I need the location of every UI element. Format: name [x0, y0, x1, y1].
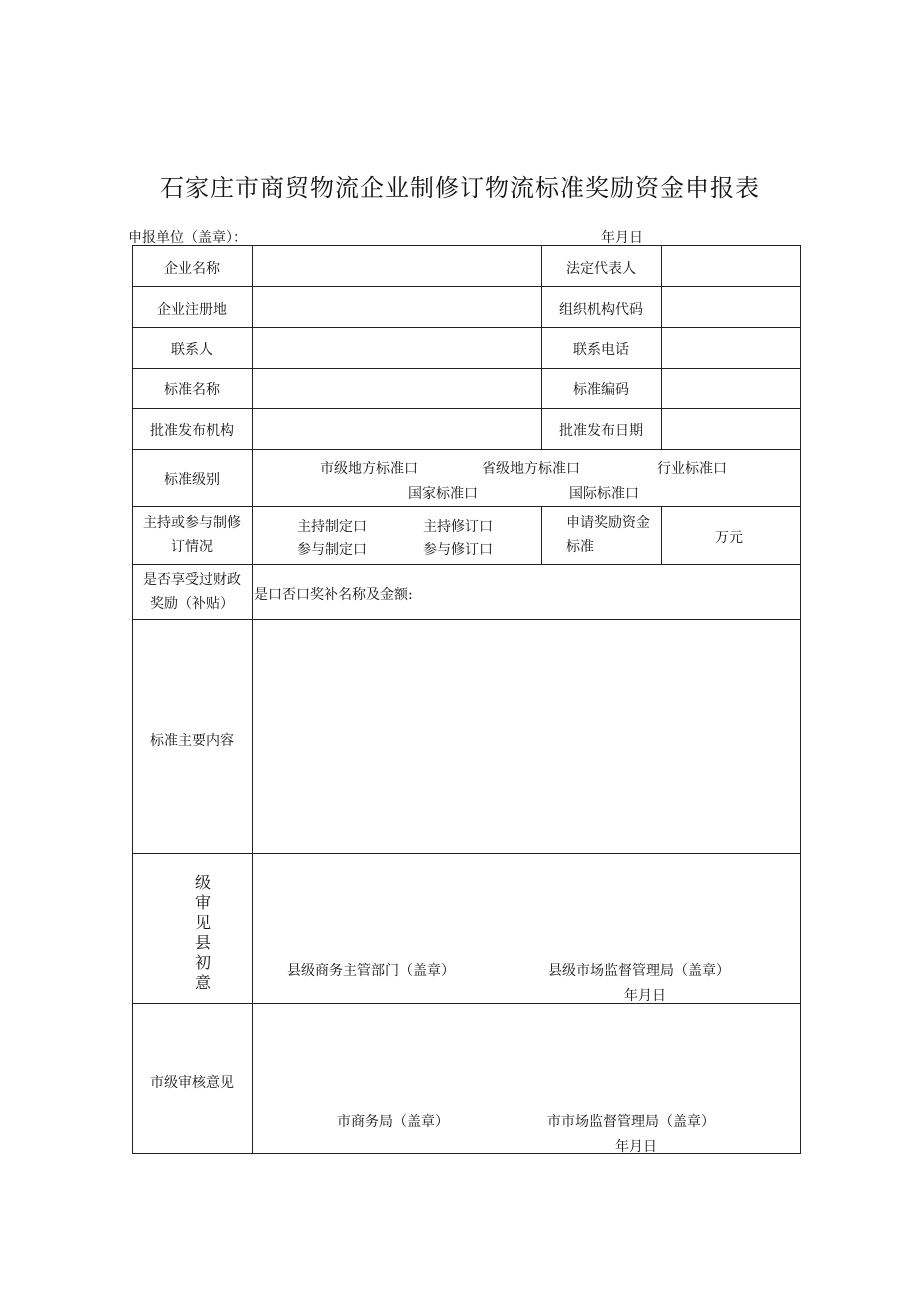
- apply-fund-label-1: 申请奖励资金: [566, 515, 650, 531]
- row-divider: [132, 449, 801, 450]
- county-opinion-vertical-label: [195, 873, 211, 993]
- page-title: 石家庄市商贸物流企业制修订物流标准奖励资金申报表: [160, 174, 760, 202]
- subsidy-value-field[interactable]: 是口否口奖补名称及金额:: [254, 587, 413, 603]
- vertical-char: 见: [195, 913, 212, 932]
- city-opinion-label: 市级审核意见: [150, 1075, 234, 1091]
- host-participate-label-1: 主持或参与制修: [143, 515, 241, 531]
- contact-label: 联系人: [171, 342, 213, 358]
- join-make-option[interactable]: 参与制定口: [297, 542, 367, 558]
- std-level-label: 标准级别: [164, 472, 220, 488]
- subsidy-label-2: 奖励（补贴）: [150, 596, 234, 612]
- county-commerce-stamp-label: 县级商务主管部门（盖章）: [287, 963, 455, 979]
- host-participate-label-2: 订情况: [171, 539, 213, 555]
- apply-fund-label-2: 标准: [566, 539, 594, 555]
- row-divider: [132, 408, 801, 409]
- vertical-char: 级: [195, 873, 212, 892]
- unit-wan-yuan: 万元: [715, 530, 743, 546]
- company-name-label: 企业名称: [164, 261, 220, 277]
- row-divider: [132, 619, 801, 620]
- level-industry-option[interactable]: 行业标准口: [657, 461, 727, 477]
- vertical-char: 审: [195, 893, 212, 912]
- row-divider: [132, 564, 801, 565]
- level-province-option[interactable]: 省级地方标准口: [482, 461, 580, 477]
- applicant-unit-label: 申报单位（盖章）：: [128, 230, 247, 246]
- subsidy-label-1: 是否享受过财政: [143, 572, 241, 588]
- approve-date-label: 批准发布日期: [559, 423, 643, 439]
- header-date-label: 年月日: [601, 230, 643, 246]
- phone-label: 联系电话: [573, 342, 629, 358]
- column-divider: [252, 245, 253, 1154]
- row-divider: [132, 368, 801, 369]
- reg-place-label: 企业注册地: [157, 302, 227, 318]
- org-code-label: 组织机构代码: [559, 302, 643, 318]
- level-city-option[interactable]: 市级地方标准口: [320, 461, 418, 477]
- level-international-option[interactable]: 国际标准口: [569, 486, 639, 502]
- column-divider: [541, 506, 542, 564]
- city-commerce-stamp-label: 市商务局（盖章）: [337, 1114, 449, 1130]
- main-content-label: 标准主要内容: [150, 733, 234, 749]
- column-divider: [661, 245, 662, 449]
- host-make-option[interactable]: 主持制定口: [297, 519, 367, 535]
- vertical-char: 县: [195, 933, 212, 952]
- level-national-option[interactable]: 国家标准口: [408, 486, 478, 502]
- host-revise-option[interactable]: 主持修订口: [423, 519, 493, 535]
- legal-rep-label: 法定代表人: [566, 261, 636, 277]
- join-revise-option[interactable]: 参与修订口: [423, 542, 493, 558]
- std-name-label: 标准名称: [164, 382, 220, 398]
- std-code-label: 标准编码: [573, 382, 629, 398]
- vertical-char: 初: [195, 953, 212, 972]
- column-divider: [661, 506, 662, 564]
- county-market-stamp-label: 县级市场监督管理局（盖章）: [548, 963, 730, 979]
- row-divider: [132, 506, 801, 507]
- row-divider: [132, 1003, 801, 1004]
- row-divider: [132, 327, 801, 328]
- row-divider: [132, 853, 801, 854]
- approve-org-label: 批准发布机构: [150, 423, 234, 439]
- city-date-label: 年月日: [615, 1139, 657, 1155]
- row-divider: [132, 286, 801, 287]
- county-date-label: 年月日: [624, 988, 666, 1004]
- city-market-stamp-label: 市市场监督管理局（盖章）: [547, 1114, 715, 1130]
- vertical-char: 意: [195, 973, 212, 992]
